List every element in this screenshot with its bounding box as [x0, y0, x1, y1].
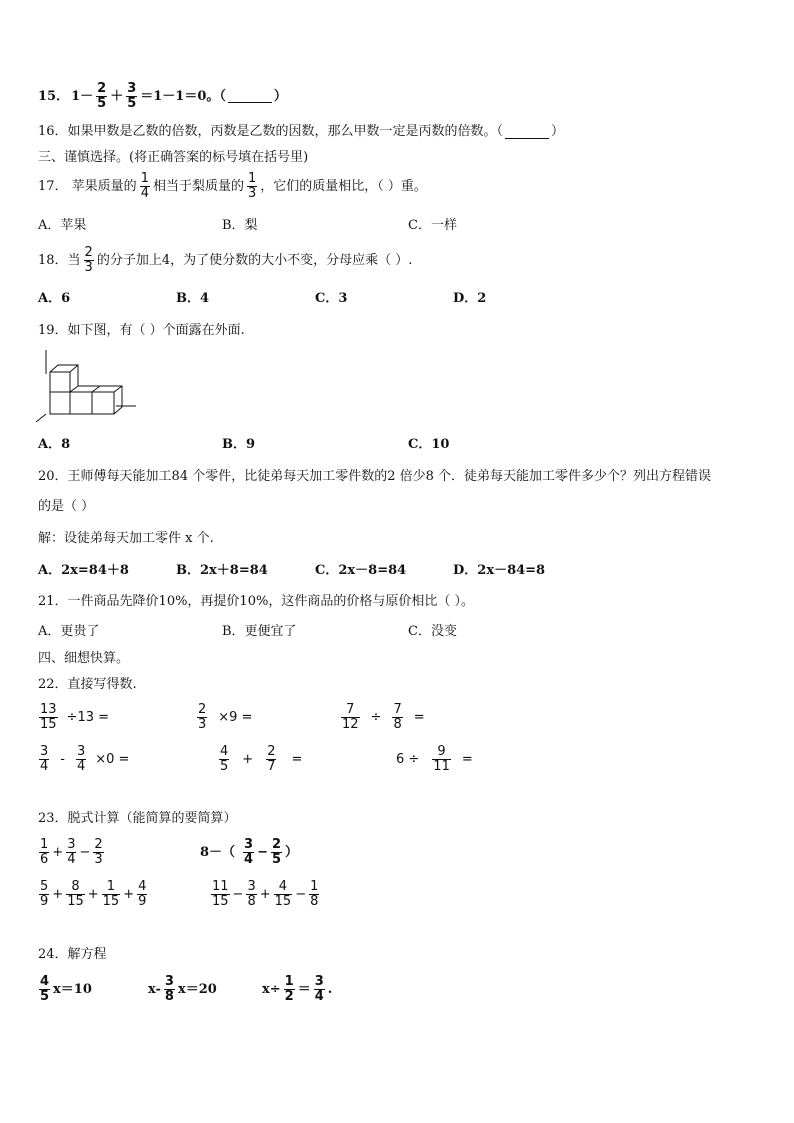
- q23-title: 23．脱式计算（能简算的要简算）: [38, 811, 237, 826]
- q19-text: 19．如下图，有（ ）个面露在外面.: [38, 323, 245, 338]
- q17-suffix: ，它们的质量相比，（ ）重。: [260, 178, 427, 194]
- q16-answer-blank[interactable]: [505, 126, 549, 139]
- q24-equation-3: [262, 975, 332, 1004]
- q22-e4-rest: ×0 =: [95, 751, 130, 767]
- q17-prefix: 17． 苹果质量的: [38, 178, 137, 194]
- q20-line-3: 解：设徒弟每天加工零件 x 个.: [38, 531, 214, 546]
- q18-option-a[interactable]: A．6: [38, 291, 71, 306]
- q22-e4-op: -: [60, 751, 65, 767]
- q23-e1-fraction-a: $\frac{1}{6}$: [40, 837, 49, 867]
- q23-e4-op-1: −: [232, 886, 244, 902]
- q17-middle: 相当于梨质量的: [152, 178, 244, 194]
- q23-e3-op-1: +: [52, 886, 64, 902]
- q22-title: 22．直接写得数.: [38, 677, 137, 692]
- q16-close-paren: ）: [551, 124, 565, 139]
- q24-title: 24．解方程: [38, 947, 107, 962]
- q22-e5-fraction-1: $\frac{4}{5}$: [220, 744, 229, 774]
- q22-e1-fraction: $\frac{13}{15}$: [40, 702, 57, 732]
- q15-number: 15．: [38, 88, 70, 104]
- q22-e3-fraction-1: $\frac{7}{12}$: [342, 702, 359, 732]
- q23-e3-op-3: +: [123, 886, 135, 902]
- question-18: [38, 246, 412, 275]
- q19-option-b[interactable]: B．9: [222, 437, 256, 452]
- q24-e2-prefix: x-: [148, 981, 161, 997]
- section-3-heading: 三、谨慎选择。(将正确答案的标号填在括号里): [38, 150, 309, 165]
- q22-expr-2: [196, 703, 252, 732]
- q23-e1-fraction-b: $\frac{3}{4}$: [67, 837, 76, 867]
- q16-text: 16．如果甲数是乙数的倍数，丙数是乙数的因数，那么甲数一定是丙数的倍数。（: [38, 124, 504, 139]
- q22-e3-op: ÷: [370, 709, 382, 725]
- q24-e2-fraction: $\frac{3}{8}$: [164, 974, 174, 1004]
- q23-e3-fraction-c: $\frac{1}{15}$: [102, 879, 120, 909]
- q23-e2-op: −: [257, 844, 268, 860]
- q15-prefix: 1－: [71, 88, 94, 104]
- q23-e2-prefix: 8－（: [200, 844, 236, 860]
- q22-e2-fraction: $\frac{2}{3}$: [198, 702, 207, 732]
- q22-expr-3: [340, 703, 425, 732]
- q22-e5-op: +: [242, 751, 254, 767]
- q23-e3-fraction-a: $\frac{5}{9}$: [40, 879, 49, 909]
- q22-e6-fraction: $\frac{9}{11}$: [433, 744, 450, 774]
- q24-e3-prefix: x÷: [262, 981, 281, 997]
- q23-e1-op-2: −: [79, 844, 91, 860]
- q23-e1-op-1: +: [52, 844, 64, 860]
- q21-option-b[interactable]: B．更便宜了: [222, 624, 297, 639]
- q23-e3-op-2: +: [87, 886, 99, 902]
- q24-e2-rest: x＝20: [177, 981, 217, 997]
- q23-expr-1: [38, 838, 105, 867]
- q24-equation-2: [148, 975, 217, 1004]
- q19-option-c[interactable]: C．10: [408, 437, 450, 452]
- q22-e3-fraction-2: $\frac{7}{8}$: [393, 702, 402, 732]
- q20-option-a[interactable]: A．2x=84＋8: [38, 563, 129, 578]
- q15-fraction-2: $\frac{3}{5}$: [127, 81, 137, 111]
- q24-e3-fraction-2: $\frac{3}{4}$: [314, 974, 324, 1004]
- q23-e4-fraction-d: $\frac{1}{8}$: [310, 879, 319, 909]
- q22-e5-rest: =: [291, 751, 303, 767]
- q21-option-a[interactable]: A．更贵了: [38, 624, 100, 639]
- q23-expr-3: [38, 880, 148, 909]
- q15-fraction-1: $\frac{2}{5}$: [97, 81, 107, 111]
- q22-e6-prefix: 6 ÷: [396, 751, 420, 767]
- q23-e2-fraction-a: $\frac{3}{4}$: [244, 837, 254, 867]
- q20-option-d[interactable]: D．2x－84=8: [453, 563, 546, 578]
- q20-option-b[interactable]: B．2x＋8=84: [176, 563, 268, 578]
- q23-e4-fraction-c: $\frac{4}{15}$: [274, 879, 292, 909]
- q24-e1-fraction: $\frac{4}{5}$: [40, 974, 50, 1004]
- q17-option-c[interactable]: C．一样: [408, 218, 457, 233]
- q17-fraction-1: $\frac{1}{4}$: [140, 171, 149, 201]
- q20-line-2: 的是（ ）: [38, 499, 95, 514]
- q22-e4-fraction-1: $\frac{3}{4}$: [40, 744, 49, 774]
- q22-e4-fraction-2: $\frac{3}{4}$: [76, 744, 86, 774]
- q15-plus: ＋: [110, 88, 124, 104]
- q22-expr-6: [396, 745, 473, 774]
- q17-option-a[interactable]: A．苹果: [38, 218, 87, 233]
- q23-e3-fraction-d: $\frac{4}{9}$: [138, 879, 147, 909]
- q23-e2-fraction-b: $\frac{2}{5}$: [272, 837, 282, 867]
- q24-e3-equals: ＝: [297, 981, 311, 997]
- q18-option-c[interactable]: C．3: [315, 291, 348, 306]
- q15-close-paren: ）: [273, 88, 287, 104]
- q23-expr-2: [200, 838, 298, 867]
- q23-expr-4: [210, 880, 320, 909]
- q18-option-d[interactable]: D．2: [453, 291, 487, 306]
- q22-e2-rest: ×9 =: [218, 709, 253, 725]
- q23-e4-op-2: +: [259, 886, 271, 902]
- q15-statement: ＝1－1＝0。（: [140, 88, 226, 104]
- question-17: [38, 172, 427, 201]
- question-15: [38, 82, 287, 111]
- q19-option-a[interactable]: A．8: [38, 437, 71, 452]
- q24-equation-1: [38, 975, 92, 1004]
- q21-option-c[interactable]: C．没变: [408, 624, 457, 639]
- q22-e3-rest: =: [413, 709, 425, 725]
- q15-answer-blank[interactable]: [228, 90, 272, 103]
- q17-option-b[interactable]: B．梨: [222, 218, 258, 233]
- q24-e3-period: .: [327, 981, 333, 997]
- q23-e1-fraction-c: $\frac{2}{3}$: [94, 837, 103, 867]
- q22-e5-fraction-2: $\frac{2}{7}$: [267, 744, 276, 774]
- q23-e4-fraction-a: $\frac{11}{15}$: [212, 879, 229, 909]
- q18-option-b[interactable]: B．4: [176, 291, 210, 306]
- q23-e2-suffix: ）: [285, 844, 299, 860]
- section-4-heading: 四、细想快算。: [38, 651, 130, 666]
- q23-e4-op-3: −: [295, 886, 307, 902]
- q19-cube-figure: [36, 350, 146, 422]
- q21-text: 21．一件商品先降价10%，再提价10%，这件商品的价格与原价相比（ ）。: [38, 594, 474, 609]
- q22-e1-rest: ÷13 =: [66, 709, 110, 725]
- q22-expr-5: [218, 745, 302, 774]
- q20-line-1: 20．王师傅每天能加工84 个零件，比徒弟每天加工零件数的2 倍少8 个．徒弟每天能加工零件多少个？列出方程错误: [38, 469, 712, 484]
- q24-e3-fraction-1: $\frac{1}{2}$: [284, 974, 294, 1004]
- q20-option-c[interactable]: C．2x－8=84: [315, 563, 407, 578]
- q18-suffix: 的分子加上4，为了使分数的大小不变，分母应乘（ ）.: [96, 252, 413, 268]
- q18-fraction: $\frac{2}{3}$: [84, 245, 93, 275]
- q22-expr-1: [38, 703, 109, 732]
- q23-e3-fraction-b: $\frac{8}{15}$: [67, 879, 84, 909]
- q22-e6-rest: =: [461, 751, 473, 767]
- q18-prefix: 18．当: [38, 252, 81, 268]
- q24-e1-rest: x＝10: [53, 981, 92, 997]
- q22-expr-4: [38, 745, 129, 774]
- q23-e4-fraction-b: $\frac{3}{8}$: [247, 879, 256, 909]
- q17-fraction-2: $\frac{1}{3}$: [247, 171, 257, 201]
- question-16: [38, 124, 564, 140]
